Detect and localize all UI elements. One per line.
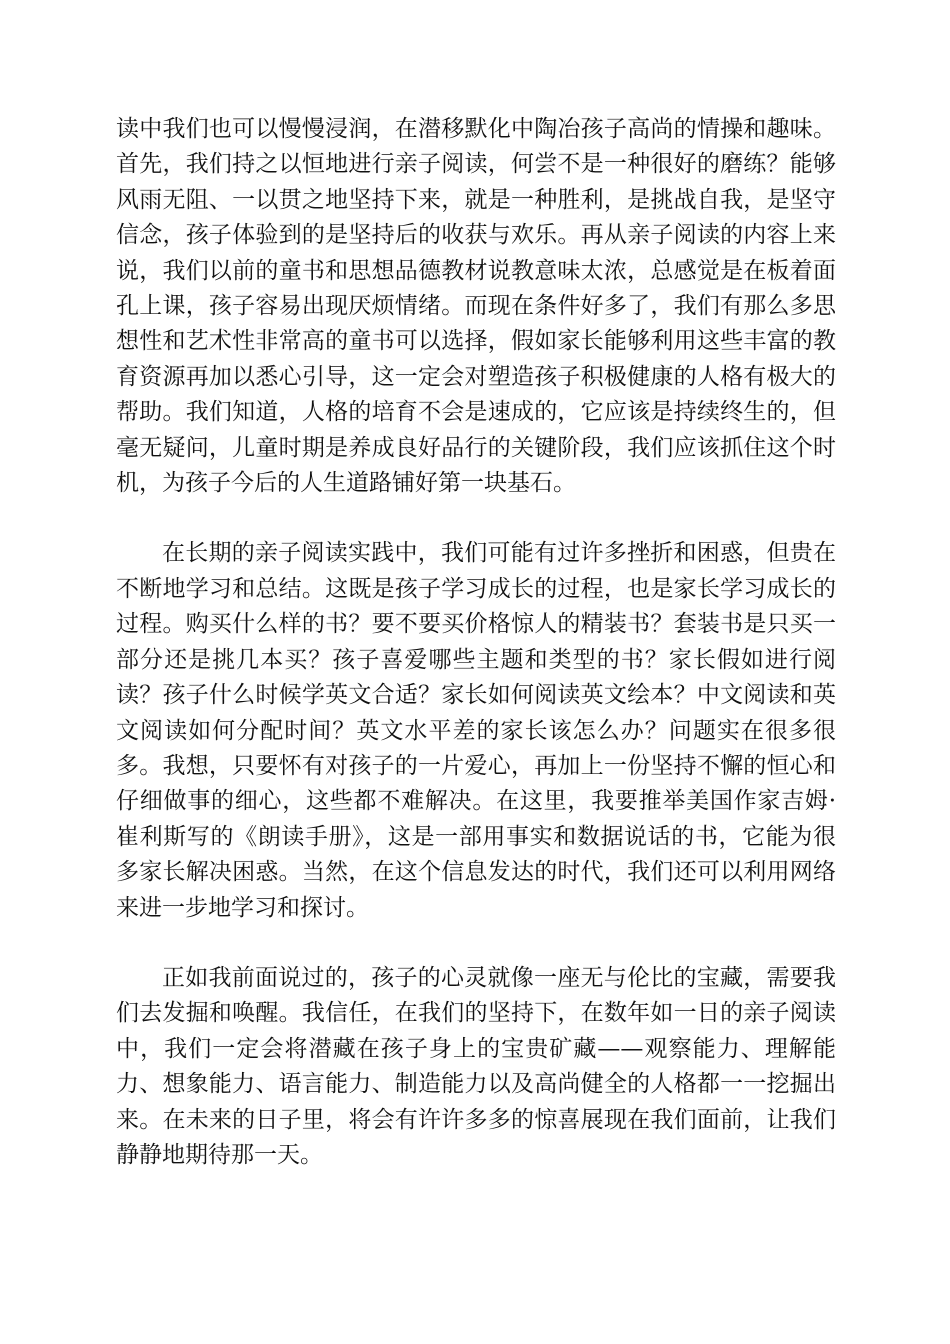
paragraph-2: 在长期的亲子阅读实践中，我们可能有过许多挫折和困惑，但贵在不断地学习和总结。这既是孩子学习成长的过程，也是家长学习成长的过程。购买什么样的书？要不要买价格惊人的精装书？套装书是只买一部分还是挑几本买？孩子喜爱哪些主题和类型的书？家长假如进行阅读？孩子什么时候学英文合适？家长如何阅读英文绘本？中文阅读和英文阅读如何分配时间？英文水平差的家长该怎么办？问题实在很多很多。我想，只要怀有对孩子的一片爱心，再加上一份坚持不懈的恒心和仔细做事的细心，这些都不难解决。在这里，我要推举美国作家吉姆·崔利斯写的《朗读手册》，这是一部用事实和数据说话的书，它能为很多家长解决困惑。当然，在这个信息发达的时代，我们还可以利用网络来进一步地学习和探讨。 <box>116 540 836 921</box>
paragraph-1: 读中我们也可以慢慢浸润，在潜移默化中陶冶孩子高尚的情操和趣味。首先，我们持之以恒地进行亲子阅读，何尝不是一种很好的磨练？能够风雨无阻、一以贯之地坚持下来，就是一种胜利，是挑战自我，是坚守信念，孩子体验到的是坚持后的收获与欢乐。再从亲子阅读的内容上来说，我们以前的童书和思想品德教材说教意味太浓，总感觉是在板着面孔上课，孩子容易出现厌烦情绪。而现在条件好多了，我们有那么多思想性和艺术性非常高的童书可以选择，假如家长能够利用这些丰富的教育资源再加以悉心引导，这一定会对塑造孩子积极健康的人格有极大的帮助。我们知道，人格的培育不会是速成的，它应该是持续终生的，但毫无疑问，儿童时期是养成良好品行的关键阶段，我们应该抓住这个时机，为孩子今后的人生道路铺好第一块基石。 <box>116 116 836 497</box>
paragraph-spacer <box>116 501 836 536</box>
paragraph-3: 正如我前面说过的，孩子的心灵就像一座无与伦比的宝藏，需要我们去发掘和唤醒。我信任，在我们的坚持下，在数年如一日的亲子阅读中，我们一定会将潜藏在孩子身上的宝贵矿藏——观察能力、理解能力、想象能力、语言能力、制造能力以及高尚健全的人格都一一挖掘出来。在未来的日子里，将会有许许多多的惊喜展现在我们面前，让我们静静地期待那一天。 <box>116 964 836 1168</box>
document-body <box>116 112 836 1173</box>
paragraph-spacer <box>116 926 836 961</box>
